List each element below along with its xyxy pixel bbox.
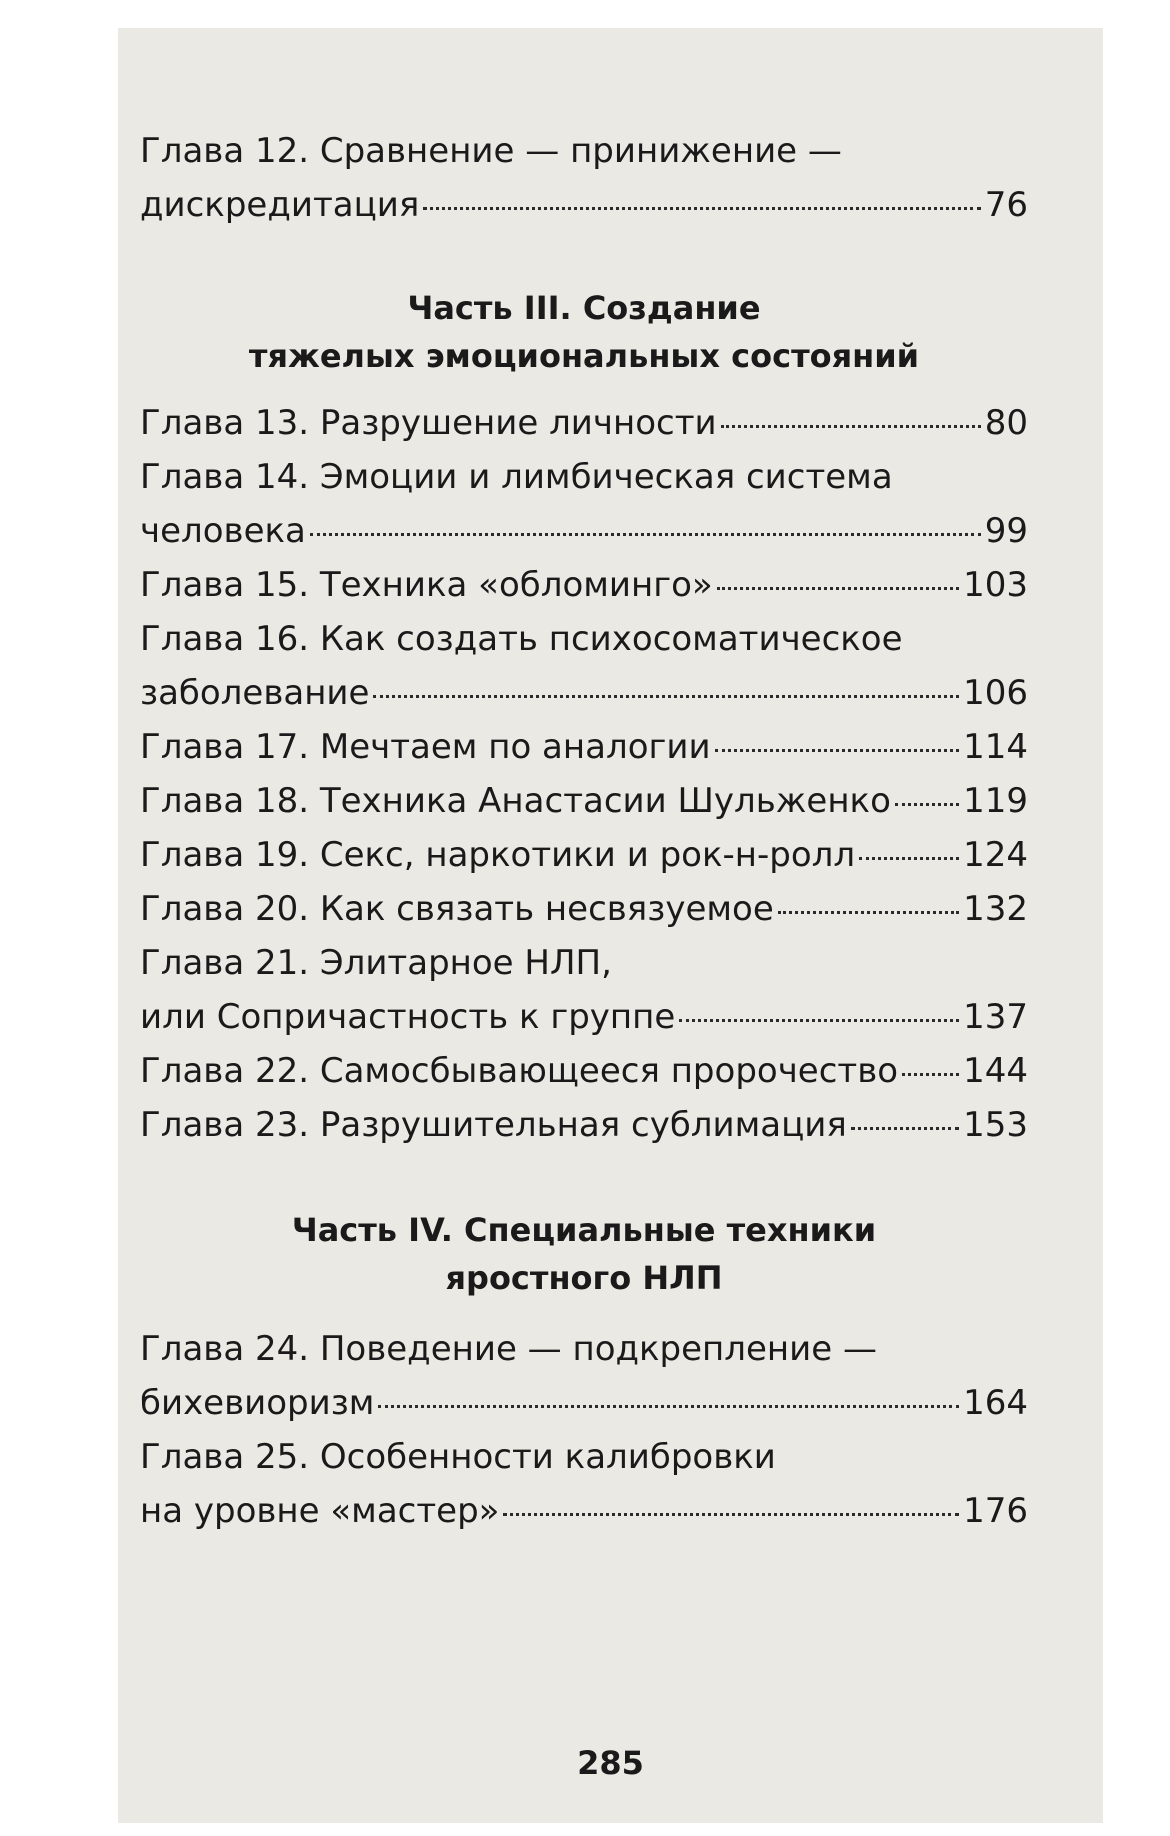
part-heading-3 — [140, 284, 1028, 380]
part-title-line-2: яростного НЛП — [445, 1259, 723, 1297]
entry-title: Глава 17. Мечтаем по аналогии — [140, 727, 711, 767]
toc-entry-22 — [140, 1044, 1028, 1098]
toc-entry-21 — [140, 936, 1028, 1044]
entry-title-line-1: Глава 21. Элитарное НЛП, — [140, 943, 612, 983]
entry-title: Глава 19. Секс, наркотики и рок-н-ролл — [140, 835, 856, 875]
dot-leader — [851, 1093, 959, 1130]
dot-leader — [503, 1479, 959, 1516]
entry-title-line-2: дискредитация — [140, 185, 420, 225]
dot-leader — [715, 715, 960, 752]
toc-entry-13 — [140, 396, 1028, 450]
entry-title-line-2: бихевиоризм — [140, 1383, 375, 1423]
dot-leader — [679, 985, 959, 1022]
entry-page: 137 — [963, 997, 1028, 1037]
part-heading-4 — [140, 1206, 1028, 1302]
dot-leader — [859, 823, 959, 860]
entry-page: 164 — [963, 1383, 1028, 1423]
dot-leader — [310, 499, 981, 536]
book-page — [118, 28, 1103, 1823]
dot-leader — [373, 661, 959, 698]
entry-title: Глава 13. Разрушение личности — [140, 403, 717, 443]
part-title-line-2: тяжелых эмоциональных состояний — [248, 337, 920, 375]
entry-title: Глава 15. Техника «обломинго» — [140, 565, 713, 605]
toc-entry-23 — [140, 1098, 1028, 1152]
entry-title: Глава 23. Разрушительная сублимация — [140, 1105, 847, 1145]
toc-entry-15 — [140, 558, 1028, 612]
entry-page: 76 — [984, 185, 1028, 225]
dot-leader — [378, 1371, 959, 1408]
entry-title-line-1: Глава 14. Эмоции и лимбическая система — [140, 457, 893, 497]
entry-page: 103 — [963, 565, 1028, 605]
toc-entry-25 — [140, 1430, 1028, 1538]
part-title-line-1: Часть III. Создание — [407, 289, 761, 327]
toc-entry-14 — [140, 450, 1028, 558]
entry-title: Глава 22. Самосбывающееся пророчество — [140, 1051, 899, 1091]
toc-entry-24 — [140, 1322, 1028, 1430]
entry-title-line-1: Глава 24. Поведение — подкрепление — — [140, 1329, 877, 1369]
entry-page: 114 — [963, 727, 1028, 767]
dot-leader — [721, 391, 981, 428]
entry-title: Глава 18. Техника Анастасии Шульженко — [140, 781, 891, 821]
dot-leader — [895, 769, 959, 806]
entry-page: 176 — [963, 1491, 1028, 1531]
toc-entry-18 — [140, 774, 1028, 828]
entry-page: 99 — [984, 511, 1028, 551]
entry-page: 80 — [984, 403, 1028, 443]
toc-entry-17 — [140, 720, 1028, 774]
dot-leader — [778, 877, 959, 914]
entry-title-line-2: на уровне «мастер» — [140, 1491, 500, 1531]
entry-title-line-1: Глава 12. Сравнение — принижение — — [140, 131, 842, 171]
entry-page: 106 — [963, 673, 1028, 713]
toc-entry-20 — [140, 882, 1028, 936]
toc-entry-12 — [140, 124, 1028, 232]
dot-leader — [902, 1039, 959, 1076]
entry-title-line-2: или Сопричастность к группе — [140, 997, 676, 1037]
dot-leader — [423, 173, 980, 210]
entry-title-line-2: заболевание — [140, 673, 370, 713]
entry-page: 153 — [963, 1105, 1028, 1145]
entry-title-line-1: Глава 25. Особенности калибровки — [140, 1437, 776, 1477]
entry-title-line-1: Глава 16. Как создать психосоматическое — [140, 619, 903, 659]
entry-page: 132 — [963, 889, 1028, 929]
entry-page: 119 — [963, 781, 1028, 821]
dot-leader — [717, 553, 959, 590]
part-title-line-1: Часть IV. Специальные техники — [291, 1211, 877, 1249]
page-number: 285 — [577, 1744, 644, 1782]
entry-title-line-2: человека — [140, 511, 306, 551]
toc-entry-16 — [140, 612, 1028, 720]
entry-page: 144 — [963, 1051, 1028, 1091]
entry-page: 124 — [963, 835, 1028, 875]
toc-entry-19 — [140, 828, 1028, 882]
table-of-contents — [140, 28, 1028, 1538]
entry-title: Глава 20. Как связать несвязуемое — [140, 889, 774, 929]
